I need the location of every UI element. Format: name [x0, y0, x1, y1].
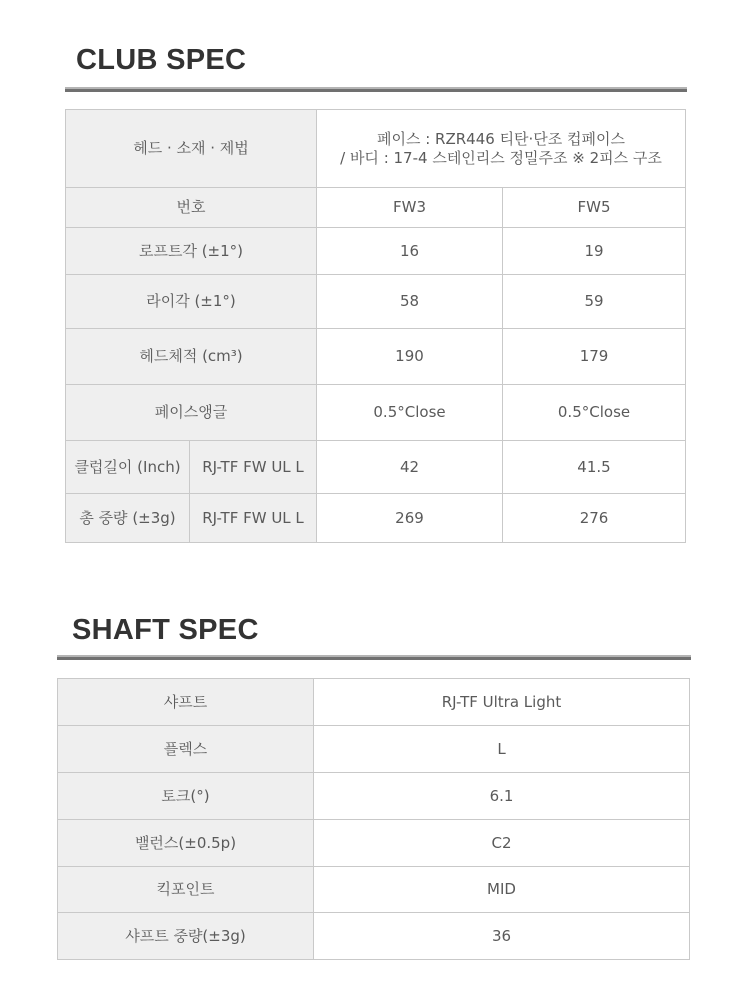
table-row — [66, 441, 686, 494]
row-label: 샤프트 중량(±3g) — [58, 913, 314, 960]
row-label: 밸런스(±0.5p) — [58, 820, 314, 867]
row-label: 플렉스 — [58, 726, 314, 773]
fw5-value: FW5 — [503, 188, 686, 228]
fw5-value: 276 — [503, 494, 686, 543]
row-value: MID — [314, 867, 690, 913]
fw5-value: 59 — [503, 275, 686, 329]
row-label: 로프트각 (±1°) — [66, 228, 317, 275]
fw3-value: 42 — [317, 441, 503, 494]
fw3-value: 58 — [317, 275, 503, 329]
row-label: 샤프트 — [58, 679, 314, 726]
fw3-value: 0.5°Close — [317, 385, 503, 441]
club-spec-title: CLUB SPEC — [76, 44, 247, 76]
fw3-value: 269 — [317, 494, 503, 543]
row-sublabel: RJ-TF FW UL L — [190, 494, 317, 543]
fw3-value: 16 — [317, 228, 503, 275]
row-label: 페이스앵글 — [66, 385, 317, 441]
table-row — [66, 110, 686, 188]
fw5-value: 0.5°Close — [503, 385, 686, 441]
head-material-label: 헤드 · 소재 · 제법 — [66, 110, 317, 188]
table-row — [66, 329, 686, 385]
head-material-line2: / 바디 : 17-4 스테인리스 정밀주조 ※ 2피스 구조 — [340, 148, 662, 167]
table-row — [58, 726, 690, 773]
row-value: C2 — [314, 820, 690, 867]
row-value: 36 — [314, 913, 690, 960]
fw5-value: 41.5 — [503, 441, 686, 494]
head-material-value — [317, 110, 686, 188]
table-row — [58, 913, 690, 960]
head-material-line1: 페이스 : RZR446 티탄·단조 컵페이스 — [376, 129, 626, 148]
fw3-value: 190 — [317, 329, 503, 385]
row-label: 번호 — [66, 188, 317, 228]
row-value: L — [314, 726, 690, 773]
fw3-value: FW3 — [317, 188, 503, 228]
row-label: 클럽길이 (Inch) — [66, 441, 190, 494]
fw5-value: 179 — [503, 329, 686, 385]
shaft-spec-divider — [57, 655, 691, 660]
row-value: RJ-TF Ultra Light — [314, 679, 690, 726]
shaft-spec-table — [57, 678, 690, 960]
row-label: 라이각 (±1°) — [66, 275, 317, 329]
table-row — [58, 867, 690, 913]
row-label: 총 중량 (±3g) — [66, 494, 190, 543]
table-row — [58, 820, 690, 867]
row-label: 토크(°) — [58, 773, 314, 820]
club-spec-table — [65, 109, 686, 543]
row-label: 킥포인트 — [58, 867, 314, 913]
club-spec-divider — [65, 87, 687, 92]
table-row — [66, 385, 686, 441]
shaft-spec-title: SHAFT SPEC — [72, 614, 259, 646]
table-row — [66, 228, 686, 275]
row-sublabel: RJ-TF FW UL L — [190, 441, 317, 494]
table-row — [66, 188, 686, 228]
table-row — [58, 773, 690, 820]
row-label: 헤드체적 (cm³) — [66, 329, 317, 385]
table-row — [58, 679, 690, 726]
table-row — [66, 275, 686, 329]
table-row — [66, 494, 686, 543]
fw5-value: 19 — [503, 228, 686, 275]
row-value: 6.1 — [314, 773, 690, 820]
